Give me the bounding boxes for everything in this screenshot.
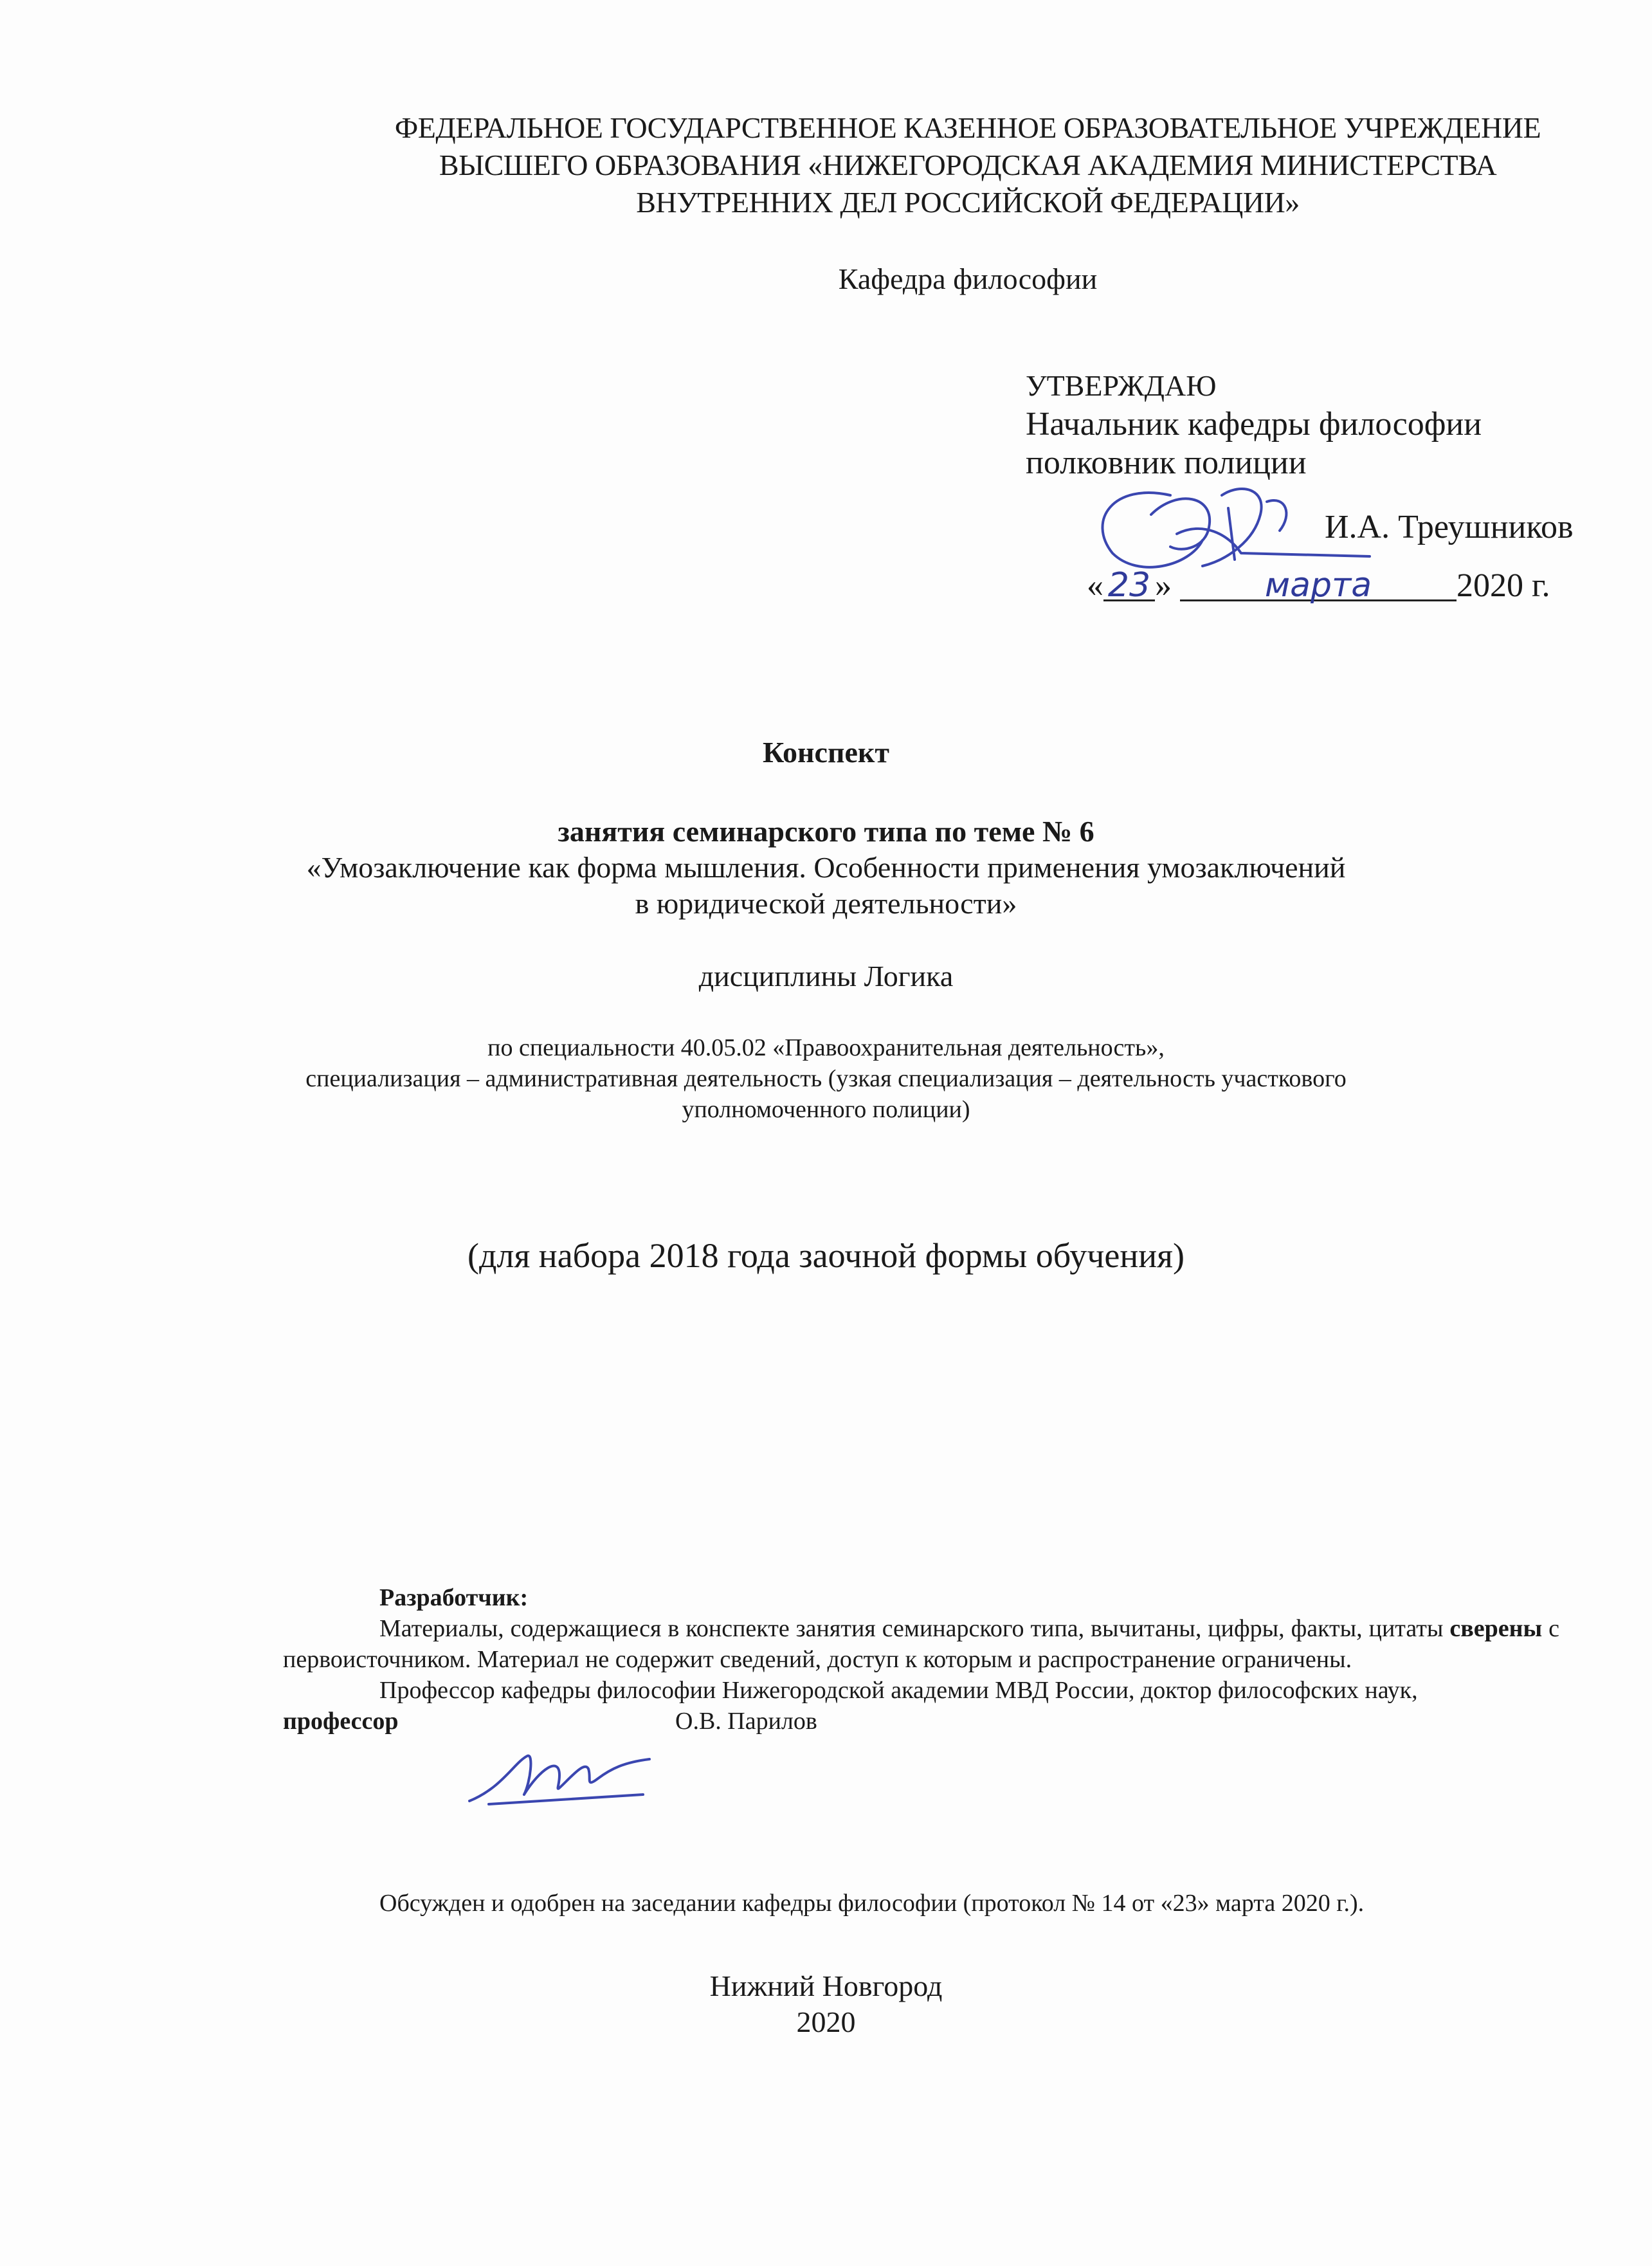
- developer-author-title: профессор: [283, 1708, 399, 1735]
- date-year: 2020 г.: [1457, 567, 1550, 604]
- approval-rank: полковник полиции: [1026, 444, 1307, 481]
- institution-line-1: ФЕДЕРАЛЬНОЕ ГОСУДАРСТВЕННОЕ КАЗЕННОЕ ОБРАЗОВАТЕЛЬНОЕ УЧРЕЖДЕНИЕ: [394, 111, 1541, 144]
- approval-date: [1087, 566, 1550, 605]
- specialty-line-3: уполномоченного полиции): [682, 1096, 970, 1123]
- department-approval-note: Обсужден и одобрен на заседании кафедры философии (протокол № 14 от «23» марта 2020 г.).: [379, 1890, 1365, 1917]
- developer-author-line: [283, 1706, 1559, 1737]
- approval-name: И.А. Треушников: [1325, 509, 1574, 545]
- study-form-note: (для набора 2018 года заочной формы обучения): [467, 1236, 1185, 1275]
- subject-line-1: занятия семинарского типа по теме № 6: [558, 815, 1094, 848]
- specialty-block: [0, 1032, 1652, 1125]
- materials-text-bold: сверены: [1449, 1615, 1543, 1642]
- discipline-name: дисциплины Логика: [698, 960, 954, 992]
- subject-line-3: в юридической деятельности»: [635, 887, 1017, 920]
- date-quote-close: »: [1155, 567, 1172, 604]
- developer-signature-image: [463, 1743, 656, 1814]
- date-month: марта: [1180, 566, 1457, 601]
- materials-text-end: с первоисточником. Материал не содержит сведений, доступ к которым и распространение ограничены.: [283, 1615, 1559, 1673]
- developer-author-name: О.В. Парилов: [675, 1708, 817, 1735]
- developer-heading: Разработчик:: [379, 1584, 529, 1611]
- specialty-line-1: по специальности 40.05.02 «Правоохранительная деятельность»,: [487, 1034, 1165, 1061]
- approval-block: [1026, 367, 1574, 545]
- subject-line-2: «Умозаключение как форма мышления. Особенности применения умозаключений: [306, 851, 1346, 884]
- approval-position: Начальник кафедры философии: [1026, 406, 1482, 443]
- materials-text-start: Материалы, содержащиеся в конспекте занятия семинарского типа, вычитаны, цифры, факты, цитаты: [379, 1615, 1450, 1642]
- approval-heading: УТВЕРЖДАЮ: [1026, 369, 1217, 402]
- document-year: 2020: [796, 2006, 856, 2038]
- department-name: Кафедра философии: [838, 262, 1098, 295]
- subject-block: [0, 814, 1652, 922]
- city-name: Нижний Новгород: [709, 1969, 943, 2002]
- document-type-title: Конспект: [762, 736, 889, 769]
- developer-materials-note: [283, 1613, 1559, 1675]
- date-quote-open: «: [1087, 567, 1103, 604]
- developer-block: [283, 1582, 1559, 1737]
- date-day: 23: [1103, 566, 1155, 601]
- institution-line-3: ВНУТРЕННИХ ДЕЛ РОССИЙСКОЙ ФЕДЕРАЦИИ»: [636, 186, 1300, 219]
- place-and-year: [0, 1968, 1652, 2040]
- specialty-line-2: специализация – административная деятельность (узкая специализация – деятельность участкового: [305, 1065, 1347, 1092]
- institution-line-2: ВЫСШЕГО ОБРАЗОВАНИЯ «НИЖЕГОРОДСКАЯ АКАДЕМИЯ МИНИСТЕРСТВА: [439, 149, 1497, 181]
- institution-header: [283, 109, 1652, 221]
- developer-author-position: Профессор кафедры философии Нижегородской академии МВД России, доктор философских наук,: [379, 1677, 1418, 1704]
